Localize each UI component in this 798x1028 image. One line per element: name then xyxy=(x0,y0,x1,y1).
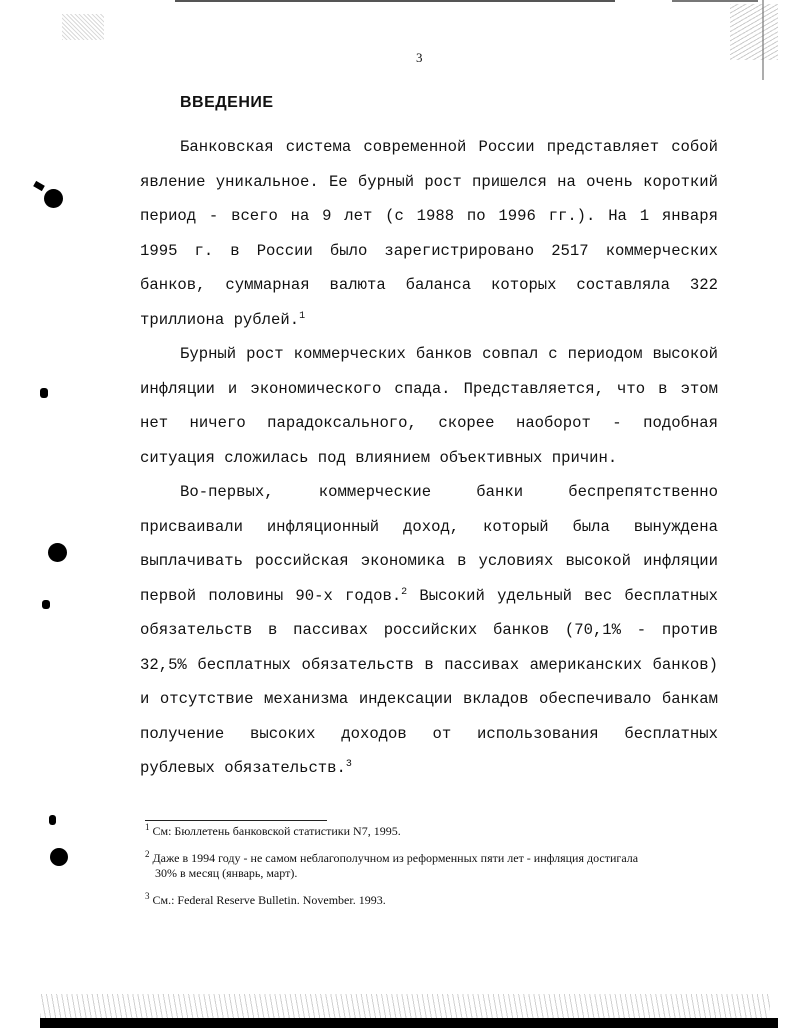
footnote-ref: 1 xyxy=(299,310,306,322)
section-heading: ВВЕДЕНИЕ xyxy=(180,94,274,111)
paragraph-text: Высокий удельный вес бесплатных обязательств в пассивах российских банков (70,1% - против 32,5% бесплатных обязательств в пассивах американских банков) и отсутствие механизма индексации вкладов обеспечивало банкам получение высоких доходов от использования бесплатных рублевых обязательств. xyxy=(140,586,718,777)
footnote-text: См.: Federal Reserve Bulletin. November. 1993. xyxy=(152,893,386,907)
punch-hole xyxy=(48,543,67,562)
scan-noise-top-right xyxy=(730,4,778,60)
footnote-divider xyxy=(145,820,327,821)
paragraph xyxy=(140,337,718,475)
scan-speck xyxy=(42,600,50,609)
scan-edge-top xyxy=(175,0,615,2)
scan-speck xyxy=(40,388,48,398)
scan-edge-right xyxy=(762,0,764,80)
punch-hole xyxy=(44,189,63,208)
footnote-text: Даже в 1994 году - не самом неблагополучном из реформенных пяти лет - инфляция достигала xyxy=(152,851,639,865)
footnote-mark: 3 xyxy=(145,891,150,901)
paragraph xyxy=(140,475,718,786)
paragraph-text: Бурный рост коммерческих банков совпал с периодом высокой инфляции и экономического спада. Представляется, что в этом нет ничего парадоксального, скорее наоборот - подобная ситуация сложилась под влиянием объективных причин. xyxy=(140,345,718,467)
scan-noise-top-left xyxy=(62,14,104,40)
page-number: 3 xyxy=(416,50,423,65)
scan-speck xyxy=(49,815,56,825)
scan-edge-bottom xyxy=(40,1018,778,1028)
paragraph xyxy=(140,130,718,337)
paragraph-text: Во-первых, коммерческие банки беспрепятственно присваивали инфляционный доход, который была вынуждена выплачивать российская экономика в условиях высокой инфляции первой половины 90-х годов. xyxy=(140,483,718,605)
footnotes xyxy=(145,824,705,920)
body-text xyxy=(140,130,718,786)
footnote-text: См: Бюллетень банковской статистики N7, 1995. xyxy=(152,824,401,838)
scan-noise-bottom xyxy=(40,994,770,1018)
footnote xyxy=(145,893,705,908)
scan-speck xyxy=(33,181,45,191)
paragraph-text: Банковская система современной России представляет собой явление уникальное. Ее бурный рост пришелся на очень короткий период - всего на 9 лет (с 1988 по 1996 гг.). На 1 января 1995 г. в России было зарегистрировано 2517 коммерческих банков, суммарная валюта баланса которых составляла 322 триллиона рублей. xyxy=(140,138,718,329)
footnote-continuation: 30% в месяц (январь, март). xyxy=(155,866,298,880)
footnote-mark: 2 xyxy=(145,849,150,859)
punch-hole xyxy=(50,848,68,866)
footnote xyxy=(145,824,705,839)
footnote xyxy=(145,851,705,881)
footnote-mark: 1 xyxy=(145,822,150,832)
footnote-ref: 3 xyxy=(345,758,352,770)
scan-edge-top-right xyxy=(672,0,758,2)
footnote-ref: 2 xyxy=(401,586,408,598)
